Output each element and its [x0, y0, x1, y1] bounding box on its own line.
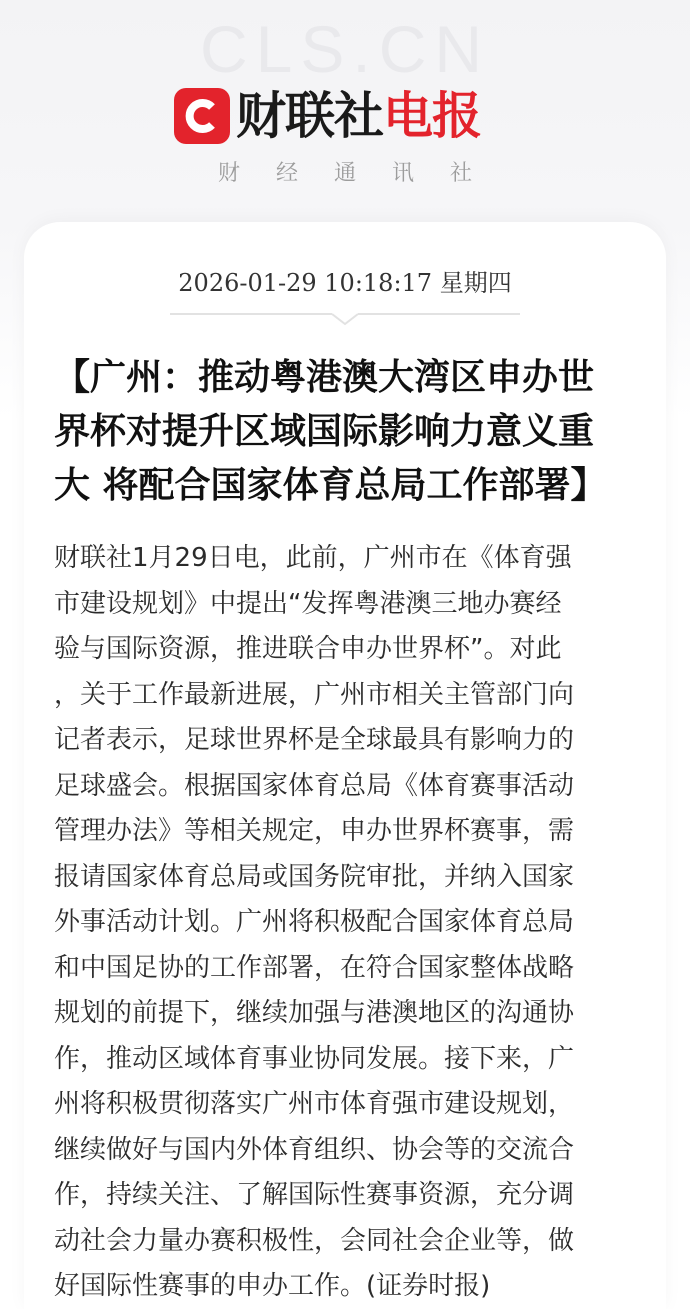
- article-timestamp: 2026-01-29 10:18:17 星期四: [178, 269, 512, 297]
- watermark: CLS.CN: [199, 12, 491, 86]
- article-body: [54, 536, 644, 1309]
- body-line: 动社会力量办赛积极性，会同社会企业等，做: [54, 1225, 575, 1256]
- body-line: 记者表示，足球世界杯是全球最具有影响力的: [54, 725, 575, 755]
- body-line: 和中国足协的工作部署，在符合国家整体战略: [54, 952, 575, 983]
- body-line: 好国际性赛事的申办工作。(证券时报): [54, 1271, 491, 1301]
- body-line: 外事活动计划。广州将积极配合国家体育总局: [54, 907, 575, 937]
- headline-line: 界杯对提升区域国际影响力意义重: [54, 410, 595, 452]
- timestamp-divider: [170, 312, 520, 326]
- logo-subtitle: 财经通讯社: [217, 161, 508, 186]
- body-line: 作，推动区域体育事业协同发展。接下来，广: [54, 1043, 575, 1074]
- body-line: 规划的前提下，继续加强与港澳地区的沟通协: [54, 998, 575, 1028]
- logo: [174, 86, 519, 146]
- body-line: 市建设规划》中提出“发挥粤港澳三地办赛经: [54, 588, 562, 619]
- headline-line: 大 将配合国家体育总局工作部署】: [54, 464, 607, 506]
- article-headline: [54, 350, 638, 512]
- body-line: ，关于工作最新进展，广州市相关主管部门向: [54, 679, 575, 710]
- body-line: 州将积极贯彻落实广州市体育强市建设规划，: [54, 1089, 575, 1119]
- body-line: 作，持续关注、了解国际性赛事资源，充分调: [54, 1180, 575, 1210]
- headline-line: 【广州：推动粤港澳大湾区申办世: [54, 356, 595, 398]
- body-line: 报请国家体育总局或国务院审批，并纳入国家: [54, 861, 575, 892]
- body-line: 验与国际资源，推进联合申办世界杯”。对此: [54, 634, 562, 664]
- logo-text-cailianshe: 财联社: [236, 87, 383, 145]
- body-line: 财联社1月29日电，此前，广州市在《体育强: [54, 543, 572, 573]
- body-line: 继续做好与国内外体育组织、协会等的交流合: [54, 1134, 575, 1165]
- logo-text-dianbao: 电报: [383, 87, 481, 145]
- logo-text: [236, 87, 481, 145]
- logo-c-icon: [174, 88, 230, 144]
- body-line: 足球盛会。根据国家体育总局《体育赛事活动: [54, 770, 575, 801]
- body-line: 管理办法》等相关规定，申办世界杯赛事，需: [54, 816, 575, 846]
